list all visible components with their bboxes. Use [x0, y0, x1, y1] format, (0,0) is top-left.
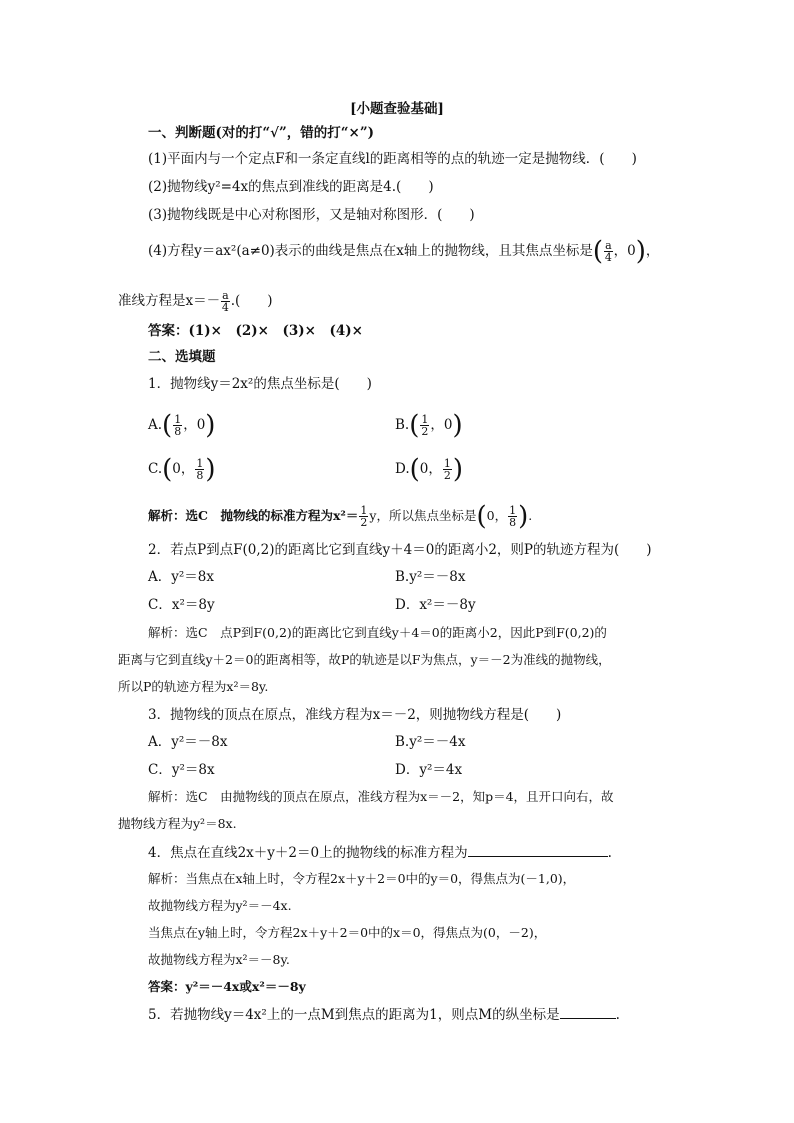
judge-q4-line2: 准线方程是x＝－ $\frac{a}{4}$ .( )	[118, 289, 273, 314]
option-a: A．y²＝8x	[148, 569, 214, 585]
choice-q1-analysis: 解析：选C 抛物线的标准方程为x²＝ $\frac{1}{2}$ y，所以焦点坐标是(0， $\frac{1}{8}$ ).	[148, 501, 533, 532]
choice-q2-analysis-1: 解析：选C 点P到F(0,2)的距离比它到直线y＋4＝0的距离小2，因此P到F(0,2)的	[148, 625, 607, 640]
option-d: D．y²＝4x	[395, 762, 463, 778]
option-c: C．y²＝8x	[148, 762, 215, 778]
judge-q4-line1: (4)方程y＝ax²(a≠0)表示的曲线是焦点在x轴上的抛物线，且其焦点坐标是( $\frac{a}{4}$ ，0)，	[148, 236, 660, 267]
paren-close: )	[635, 236, 646, 267]
option-c: C．x²＝8y	[148, 597, 215, 613]
choice-q4-analysis-3: 当焦点在y轴上时，令方程2x＋y＋2＝0中的x＝0，得焦点为(0，－2)，	[148, 925, 547, 940]
choice-q2-options-row2	[148, 596, 476, 614]
judge-q3: (3)抛物线既是中心对称图形，又是轴对称图形．( )	[148, 207, 475, 223]
option-b: B.y²＝－4x	[395, 734, 466, 750]
choice-q1-options-row2	[148, 454, 464, 485]
choice-q2-analysis-3: 所以P的轨迹方程为x²＝8y.	[118, 679, 269, 694]
choice-q4-analysis-1: 解析：当焦点在x轴上时，令方程2x＋y＋2＝0中的y＝0，得焦点为(－1,0)，	[148, 871, 576, 886]
judge-q1: (1)平面内与一个定点F和一条定直线l的距离相等的点的轨迹一定是抛物线．( )	[148, 151, 637, 167]
judge-q4-text: (4)方程y＝ax²(a≠0)表示的曲线是焦点在x轴上的抛物线，且其焦点坐标是	[148, 243, 593, 259]
section-title: [小题查验基础]	[350, 101, 444, 117]
option-a: A．y²＝－8x	[148, 734, 228, 750]
choice-q4-answer: 答案：y²＝－4x或x²＝－8y	[148, 979, 306, 994]
answer-blank[interactable]	[560, 1005, 616, 1019]
choice-q4-stem: 4．焦点在直线2x＋y＋2＝0上的抛物线的标准方程为 .	[148, 845, 612, 861]
choice-q3-options-row1	[148, 733, 466, 751]
fraction-a-over-4: $\frac{a}{4}$	[604, 239, 612, 264]
choice-q3-stem: 3．抛物线的顶点在原点，准线方程为x＝－2，则抛物线方程是( )	[148, 707, 562, 723]
choice-heading: 二、选填题	[148, 349, 216, 365]
choice-q2-options-row1	[148, 568, 466, 586]
judge-heading: 一、判断题(对的打“√”，错的打“×”)	[148, 125, 375, 141]
option-c: C.(0， $\frac{1}{8}$ )	[148, 454, 216, 485]
choice-q1-options-row1	[148, 410, 463, 441]
choice-q3-analysis-1: 解析：选C 由抛物线的顶点在原点，准线方程为x＝－2，知p＝4，且开口向右，故	[148, 789, 614, 804]
option-d: D．x²＝－8y	[395, 597, 476, 613]
choice-q1-stem: 1．抛物线y＝2x²的焦点坐标是( )	[148, 376, 372, 392]
choice-q5-stem: 5．若抛物线y＝4x²上的一点M到焦点的距离为1，则点M的纵坐标是 .	[148, 1007, 620, 1023]
fraction-a-over-4: $\frac{a}{4}$	[221, 289, 229, 314]
option-b: B.( $\frac{1}{2}$ ，0)	[395, 410, 463, 441]
choice-q2-stem: 2．若点P到点F(0,2)的距离比它到直线y＋4＝0的距离小2，则P的轨迹方程为( )	[148, 542, 652, 558]
answer-blank[interactable]	[468, 843, 608, 857]
paren-open: (	[592, 236, 604, 267]
option-b: B.y²＝－8x	[395, 569, 466, 585]
option-a: A.( $\frac{1}{8}$ ，0)	[148, 410, 216, 441]
judge-q2: (2)抛物线y²=4x的焦点到准线的距离是4.( )	[148, 179, 434, 195]
choice-q4-analysis-4: 故抛物线方程为x²＝－8y.	[148, 952, 290, 967]
choice-q4-analysis-2: 故抛物线方程为y²＝－4x.	[148, 898, 292, 913]
choice-q2-analysis-2: 距离与它到直线y＋2＝0的距离相等，故P的轨迹是以F为焦点，y＝－2为准线的抛物线，	[118, 652, 611, 667]
choice-q3-analysis-2: 抛物线方程为y²＝8x.	[118, 816, 237, 831]
judge-answer: 答案：(1)× (2)× (3)× (4)×	[148, 323, 363, 339]
option-d: D.(0， $\frac{1}{2}$ )	[395, 454, 464, 485]
choice-q3-options-row2	[148, 761, 463, 779]
